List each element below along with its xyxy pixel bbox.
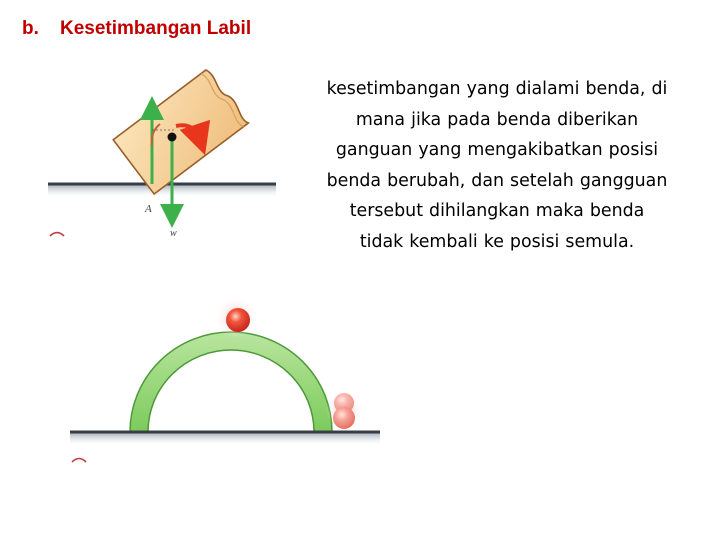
tilted-block	[113, 68, 250, 194]
ball-on-arch-diagram	[70, 298, 380, 462]
description-text: kesetimbangan yang dialami benda, di mana jika pada benda diberikan ganguan yang mengakibatkan posisi benda berubah, dan setelah gangguan tersebut dihilangkan maka benda tidak kembali ke posisi semula.	[326, 79, 668, 252]
section-title: Kesetimbangan Labil	[60, 18, 252, 39]
caption-mark-a	[50, 233, 64, 237]
section-number: b.	[22, 18, 39, 39]
ball-top	[226, 308, 250, 332]
point-a-label: A	[145, 203, 152, 215]
weight-label: w	[170, 228, 177, 239]
ball-side	[333, 407, 355, 429]
green-arch	[130, 332, 332, 432]
center-of-mass-dot	[168, 133, 177, 142]
tilted-block-diagram	[48, 68, 276, 239]
caption-mark-b	[72, 459, 86, 463]
ground-surface-shading-2	[70, 432, 380, 446]
